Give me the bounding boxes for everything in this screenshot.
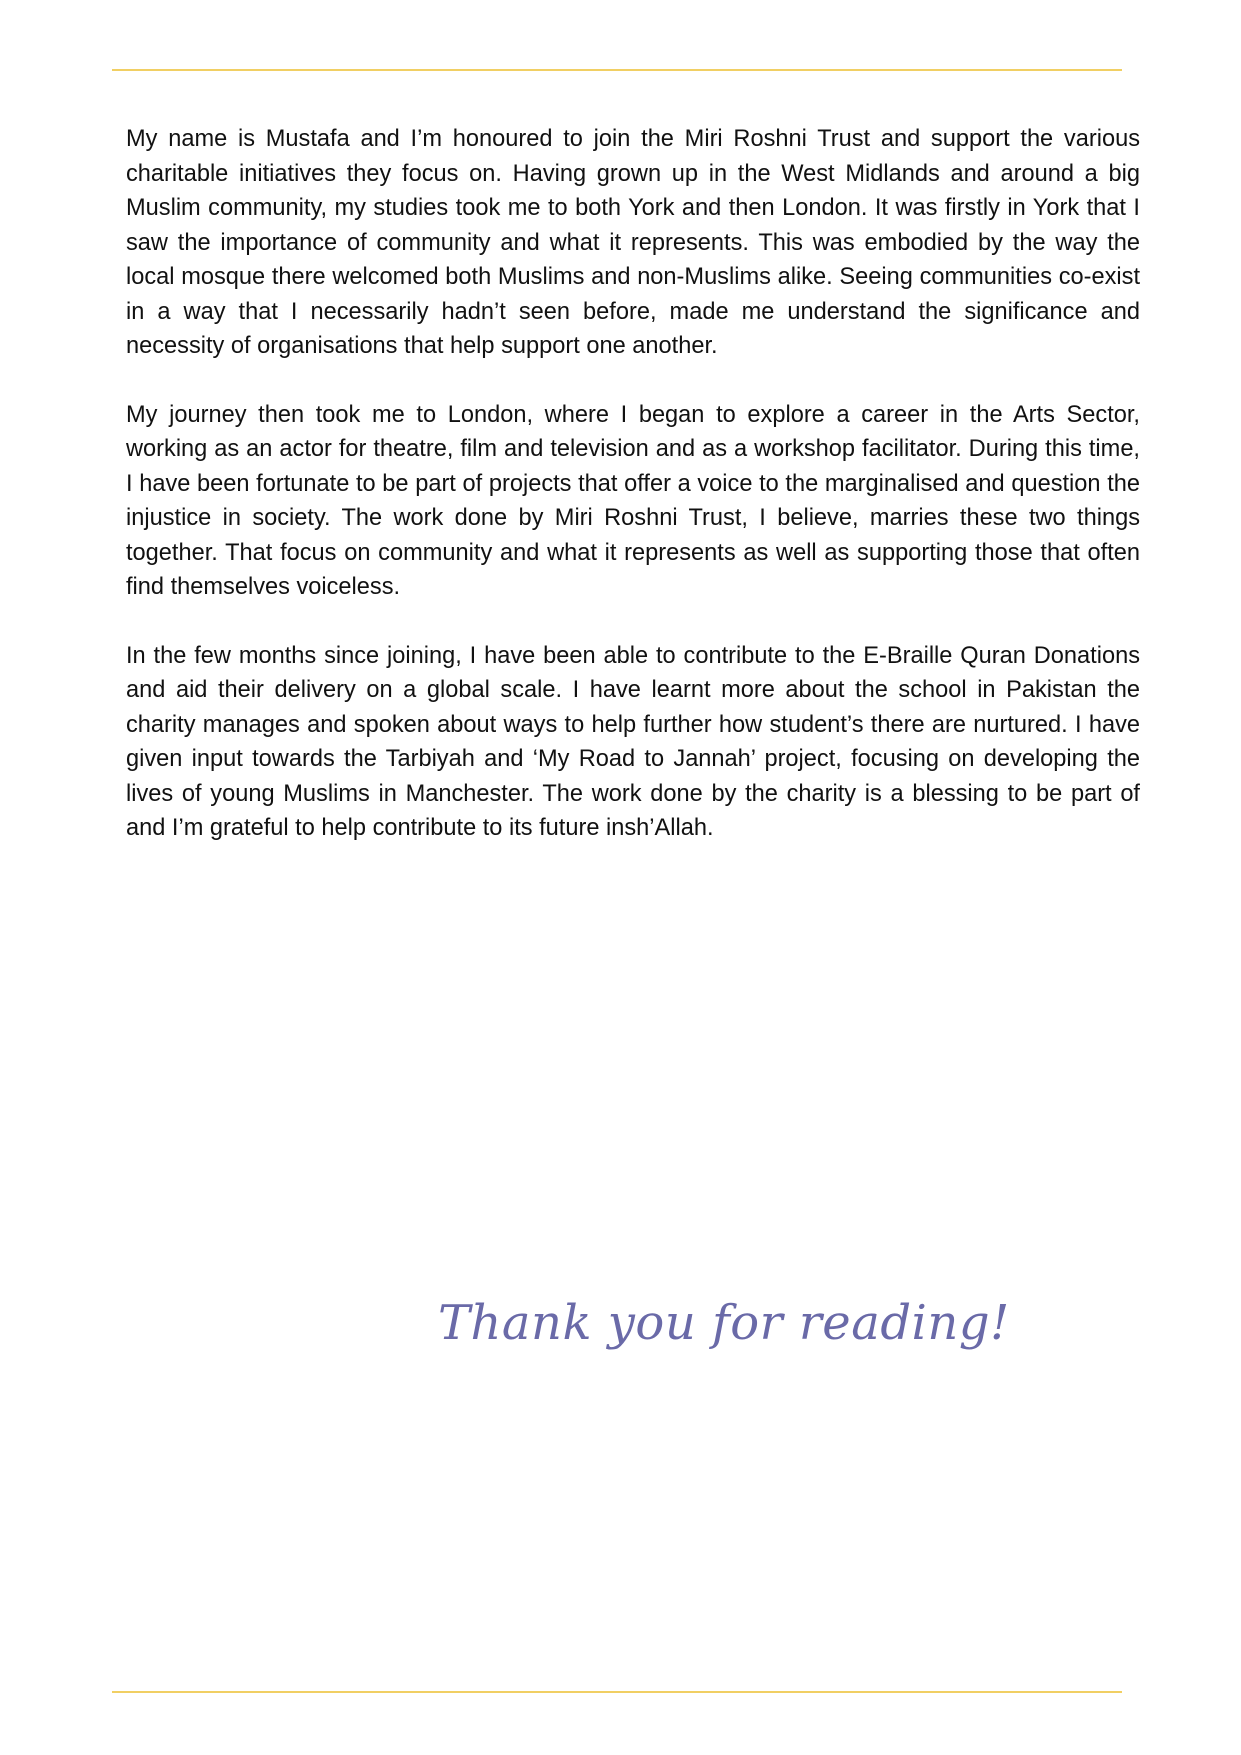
- paragraph-journey: My journey then took me to London, where I began to explore a career in the Arts Sector, working as an actor for theatre, film and television and as a workshop facilitator. During this time, I have been fortunate to be part of projects that offer a voice to the marginalised and question the injustice in society. The work done by Miri Roshni Trust, I believe, marries these two things together. That focus on community and what it represents as well as supporting those that often find themselves voiceless.: [126, 401, 1140, 600]
- signoff-handwritten: [420, 1255, 1010, 1395]
- paragraph-contribution: In the few months since joining, I have been able to contribute to the E-Braille Quran Donations and aid their delivery on a global scale. I have learnt more about the school in Pakistan the charity manages and spoken about ways to help further how student’s there are nurtured. I have given input towards the Tarbiyah and ‘My Road to Jannah’ project, focusing on developing the lives of young Muslims in Manchester. The work done by the charity is a blessing to be part of and I’m grateful to help contribute to its future insh’Allah.: [126, 642, 1140, 841]
- document-body: [126, 122, 1140, 880]
- signoff-text: Thank you for reading!: [438, 1295, 1010, 1351]
- bottom-divider: [112, 1691, 1122, 1693]
- signoff-graphic: [420, 1255, 1010, 1395]
- paragraph-intro: My name is Mustafa and I’m honoured to join the Miri Roshni Trust and support the various charitable initiatives they focus on. Having grown up in the West Midlands and around a big Muslim community, my studies took me to both York and then London. It was firstly in York that I saw the importance of community and what it represents. This was embodied by the way the local mosque there welcomed both Muslims and non-Muslims alike. Seeing communities co-exist in a way that I necessarily hadn’t seen before, made me understand the significance and necessity of organisations that help support one another.: [126, 126, 1140, 359]
- top-divider: [112, 69, 1122, 71]
